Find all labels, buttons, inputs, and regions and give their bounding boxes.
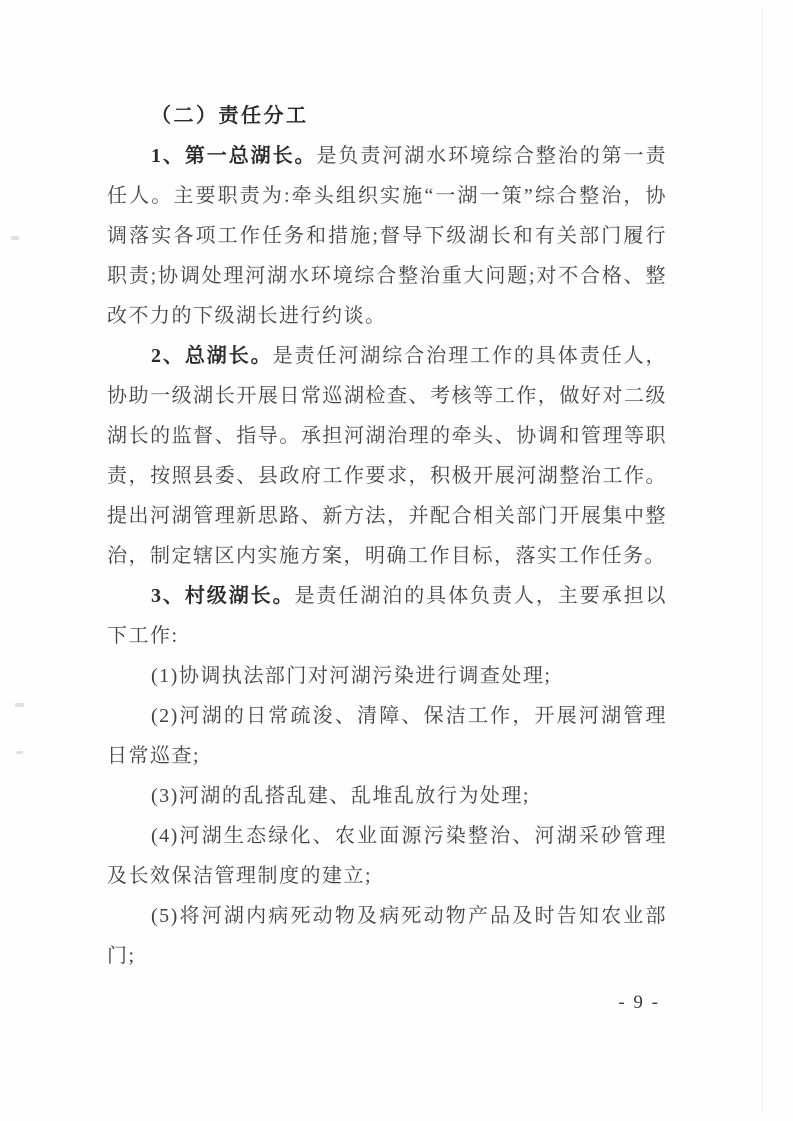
scan-edge-line [762,8,763,1113]
document-content [107,96,667,976]
paragraph-lead: 3、村级湖长。 [151,585,295,607]
paragraph-lead: 2、总湖长。 [151,345,273,367]
list-item: (2)河湖的日常疏浚、清障、保洁工作，开展河湖管理日常巡查; [107,705,667,767]
scan-artifact [15,703,24,707]
section-heading: （二）责任分工 [151,105,309,127]
paragraph-body: 是责任河湖综合治理工作的具体责任人，协助一级湖长开展日常巡湖检查、考核等工作，做好对二级湖长的监督、指导。承担河湖治理的牵头、协调和管理等职责，按照县委、县政府工作要求，积极开展河湖整治工作。提出河湖管理新思路、新方法，并配合相关部门开展集中整治，制定辖区内实施方案，明确工作目标，落实工作任务。 [107,345,668,567]
paragraph [107,336,667,576]
scan-artifact [16,751,23,754]
list-item: (5)将河湖内病死动物及病死动物产品及时告知农业部门; [107,905,667,967]
list-item: (1)协调执法部门对河湖污染进行调查处理; [151,665,552,687]
paragraph [107,576,667,656]
list-item: (3)河湖的乱搭乱建、乱堆乱放行为处理; [151,785,530,807]
paragraph-body: 是负责河湖水环境综合整治的第一责任人。主要职责为:牵头组织实施“一湖一策”综合整治，协调落实各项工作任务和措施;督导下级湖长和有关部门履行职责;协调处理河湖水环境综合整治重大问题;对不合格、整改不力的下级湖长进行约谈。 [107,145,668,327]
paragraph-lead: 1、第一总湖长。 [151,145,317,167]
paragraph [107,136,667,336]
page-number: - 9 - [618,992,660,1013]
scan-artifact [11,236,19,240]
paragraph-body: 是责任湖泊的具体负责人，主要承担以下工作: [107,585,668,647]
list-item: (4)河湖生态绿化、农业面源污染整治、河湖采砂管理及长效保洁管理制度的建立; [107,825,667,887]
